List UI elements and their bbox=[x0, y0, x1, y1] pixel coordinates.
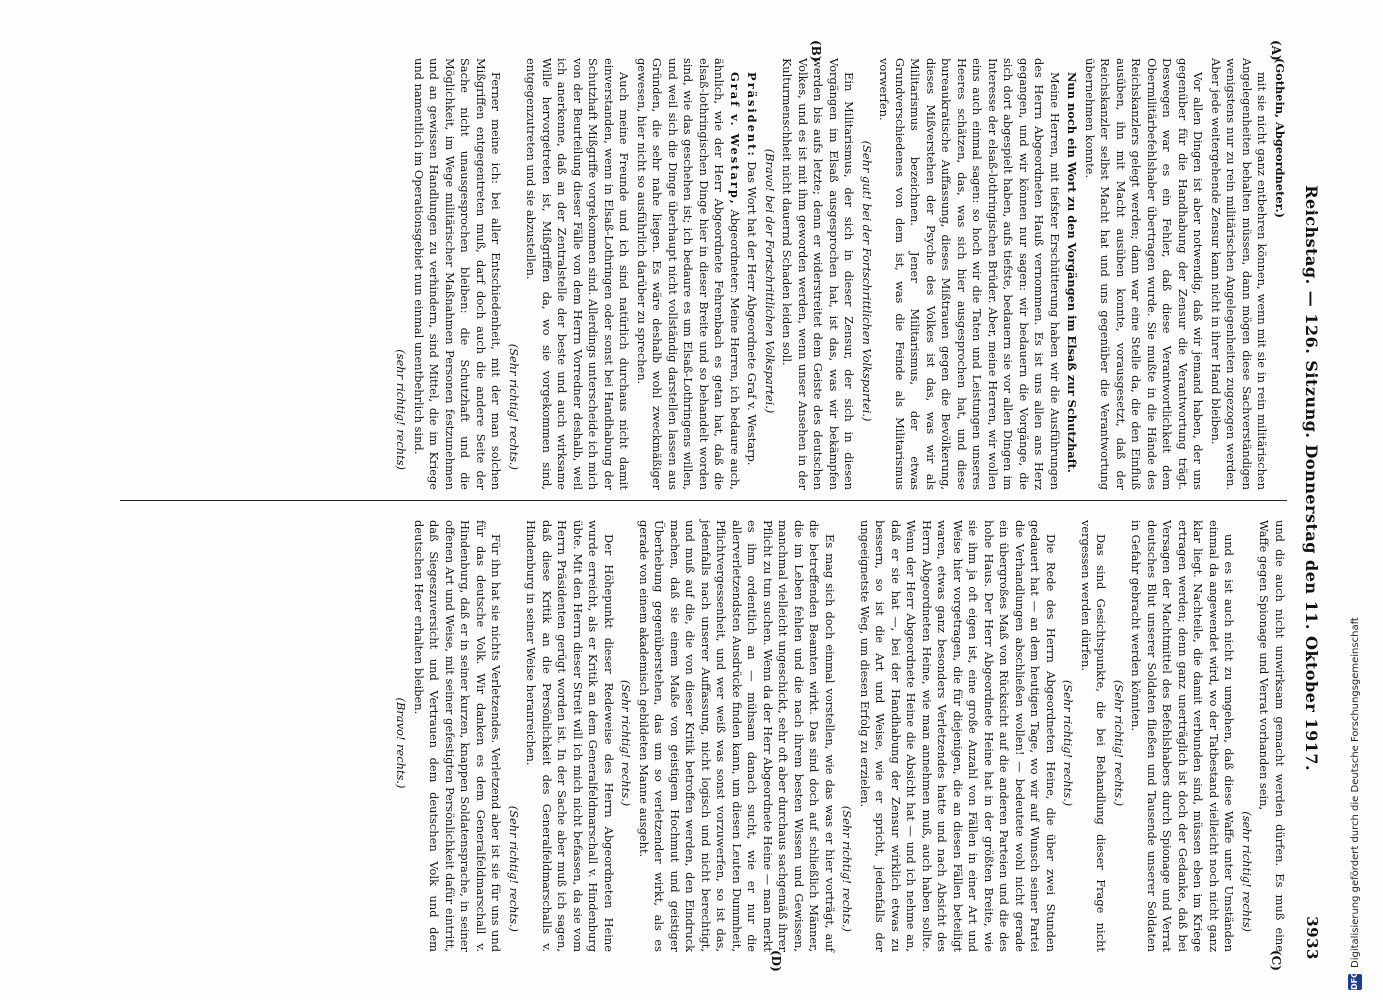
interjection: (Bravo! bei der Fortschrittlichen Volkspartei.) bbox=[763, 148, 777, 414]
margin-marker-b: (B) bbox=[809, 40, 823, 62]
page-header bbox=[1297, 40, 1327, 960]
digitization-footer bbox=[1345, 10, 1365, 990]
speaker-text: Abgeordneter: Meine Herren, ich bedaure auch, ähnlich, wie der Herr Abgeordnete Fehrenbach es getan hat, daß die elsaß-lothringischen Dinge hier in dieser Breite und so behandelt worden sind, wie das geschehen ist; ich bedaure es um Elsaß-Lothringens willen, und weil sich die Dinge überhaupt nicht vollständig darstellen lassen aus Gründen, die sehr nahe liegen. Es wäre deshalb wohl zweckmäßiger gewesen, hier nicht so ausführlich darüber zu sprechen. bbox=[635, 58, 742, 490]
interjection: (Sehr richtig! rechts.) bbox=[1061, 679, 1076, 807]
paragraph: Ein Militarismus, der sich in dieser Zensur, der sich in diesen Vorgängen im Elsaß ausgesprochen hat, ist das, was wir bekämpfen werden bis aufs letzte; denn er widerstreitet dem Geiste des deutschen Volkes, und es ist mit ihm geworden werden, wenn unser Ansehen in der Kulturmenschheit nicht dauernd Schaden leiden soll. bbox=[780, 58, 857, 490]
dfg-logo: DFG bbox=[1348, 974, 1362, 990]
interjection: (Sehr richtig! rechts.) bbox=[507, 805, 521, 932]
paragraph: Vor allen Dingen ist aber notwendig, daß wir jemand haben, der uns gegenüber für die Handhabung der Zensur die Verantwortung trägt. Deswegen war es ein Fehler, daß diese Verantwortlichkeit dem Obermilitärbefehlshaber übertragen wurde. Sie mußte in die Hände des Reichskanzlers gelegt werden; dann war eine Stelle da, die den Einfluß ausüben, ihn mit Macht ausüben konnte, vorausgesetzt, daß der Reichskanzler selbst Macht hat und uns gegenüber die Verantwortung übernehmen konnte. bbox=[1083, 58, 1206, 490]
margin-marker-c: (C) bbox=[1269, 950, 1283, 971]
paragraph: Meine Herren, mit tiefster Erschütterung haben wir die Ausführungen des Herrn Abgeordneten Hauß vernommen. Es ist uns allen ans Herz gegangen, und wir können nur sagen: wir bedauern die Vorgänge, die sich dort abgespielt haben, aufs tiefste, bedauern sie vor allen Dingen im Interesse der elsaß-lothringischen Brüder. Aber, meine Herren, wir wollen eins auch einmal sagen: so hoch wir die Taten und Leistungen unseres Heeres schätzen, das, was sich hier ausgesprochen hat, und diese bureaukratische Auffassung, dieses Mißtrauen gegen die Bevölkerung, dieses Mißverstehen der Psyche des Volkes ist das, was wir als Militarismus bezeichnen. Jener Militarismus, der etwas Grundverschiedenes von dem ist, was die Feinde als Militarismus vorwerfen. bbox=[877, 58, 1062, 490]
paragraph: Ferner meine ich: bei aller Entschiedenheit, mit der man solchen Mißgriffen entgegentreten muß, darf doch auch die andere Seite der Sache nicht unausgesprochen bleiben: die Schutzhaft und die Möglichkeit, im Wege militärischer Maßnahmen Personen festzunehmen und an gewissen Handlungen zu verhindern, sind Mittel, die im Kriege und namentlich im Operationsgebiet nun einmal unentbehrlich sind. bbox=[412, 58, 504, 490]
paragraph: und die auch nicht unwirksam gemacht werden dürfen. Es muß eine Waffe gegen Spionage und Verrat vorhanden sein, bbox=[1257, 520, 1287, 952]
interjection: (Sehr richtig! rechts.) bbox=[1112, 679, 1126, 807]
president-paragraph bbox=[744, 58, 760, 490]
paragraph: Die Rede des Herrn Abgeordneten Heine, die über zwei Stunden gedauert hat — an dem heutigen Tage, wo wir auf Wunsch seiner Partei die Verhandlungen abschließen wollen! — bedeutete wohl nicht gerade ein übergroßes Maß von Rücksicht auf die anderen Parteien und die des hohe Haus. Der Herr Abgeordnete Heine hat in der größten Breite, wie sie ihm ja oft eigen ist, eine große Anzahl von Fällen in einer Art und Weise hier vorgetragen, die für diejenigen, die an diesen Fällen beteiligt waren, etwas ganz besonders Verletzendes hatte und nach Absicht des Herrn Abgeordneten Heine, wie man annehmen muß, auch haben sollte. Wenn der Herr Abgeordnete Heine die Absicht hat — und ich nehme an, daß er sie hat —, bei der Handhabung der Zensur wirklich etwas zu bessern, so ist die Art und Weise, wie er spricht, jedenfalls der ungeeignetste Weg, um diesen Erfolg zu erzielen. bbox=[858, 520, 1058, 952]
page-number: 3933 bbox=[1303, 916, 1321, 960]
paragraph: Nun noch ein Wort zu den Vorgängen im Elsaß zur Schutzhaft. bbox=[1065, 72, 1080, 473]
paragraph: mit sie nicht ganz entbehren können, wenn mit sie in rein militärischen Angelegenheiten behalten müssen, dann mögen diese Sachverständigen wenigstens nur zu rein militärischen Angelegenheiten zugezogen werden. Aber jede weitergehende Zensur kann nicht in ihrer Hand bleiben. bbox=[1209, 58, 1270, 490]
speaker-paragraph bbox=[634, 58, 743, 490]
page-title: Reichstag. — 126. Sitzung. Donnerstag den 11. Oktober 1917. bbox=[1302, 185, 1322, 772]
interjection: (Sehr gut! bei der Fortschrittlichen Volkspartei.) bbox=[860, 140, 874, 422]
footer-text: Digitalisierung gefördert durch die Deutsche Forschungsgemeinschaft bbox=[1349, 617, 1361, 968]
paragraph: Auch meine Freunde und ich sind natürlich durchaus nicht damit einverstanden, wenn in Elsaß-Lothringen oder sonst bei Handhabung der Schutzhaft Mißgriffe vorgekommen sind. Allerdings unterscheide ich mich von der Beurteilung dieser Fälle von dem Herrn Vorredner deshalb, weil ich anerkenne, daß an der Zentralstelle der beste und auch wirksame Wille hervorgetreten ist, Mißgriffen da, wo sie vorgekommen sind, entgegenzutreten und sie abzustellen. bbox=[524, 58, 632, 490]
president-text: Das Wort hat der Herr Abgeordnete Graf v. Westarp. bbox=[745, 161, 760, 466]
speaker-label: (Gothein, Abgeordneter.) bbox=[1273, 58, 1287, 218]
speaker-name: Graf v. Westarp, bbox=[728, 72, 742, 206]
interjection: (sehr richtig! rechts) bbox=[1240, 811, 1254, 932]
interjection: (Bravo! rechts.) bbox=[394, 697, 409, 789]
paragraph: Der Höhepunkt dieser Redeweise des Herrn Abgeordneten Heine wurde erreicht, als er Kritik an dem Generalfeldmarschall v. Hindenburg übte. Mit den Herrn dieser Streit will ich mich nicht befassen, da sie vom Herrn Präsidenten gerügt worden ist. In der Sache aber muß ich sagen, daß diese Kritik an die Persönlichkeit des Generalfeldmarschalls v. Hindenburg in seiner Weise heranreichen. bbox=[524, 520, 616, 952]
paragraph: Das sind Gesichtspunkte, die bei Behandlung dieser Frage nicht vergessen werden dürfen. bbox=[1079, 520, 1109, 952]
margin-marker-a: (A) bbox=[1269, 40, 1283, 61]
interjection: (Sehr richtig! rechts.) bbox=[840, 805, 855, 932]
margin-marker-d: (D) bbox=[769, 950, 783, 972]
column-divider bbox=[120, 500, 1287, 501]
paragraph: Es mag sich doch einmal vorstellen, wie das was er hier vorträgt, auf die betreffenden Beamten wirkt. Das sind doch auf schließlich Männer, die im Leben fehlen und die nach ihrem besten Wissen und Gewissen, manchmal vielleicht ungeschickt, sehr oft aber durchaus sachgemäß ihrer Pflicht zu tun suchen. Wenn da der Herr Abgeordnete Heine — man merkt es ihm ordentlich an — mühsam danach sucht, wie er nur die allerverletzendsten Ausdrücke finden kann, um diesen Leuten Dummheit, Pflichtvergessenheit, und wer weiß was sonst vorzuwerfen, so ist das, jedenfalls nach unserer Auffassung, nicht logisch und nicht berechtigt, und muß auf die, die von dieser Kritik betroffen werden, den Eindruck machen, daß sie einem Maße von geistigem Hochmut und geistiger Überhebung gegenüberstehen, das um so verletzender wirkt, als es gerade von einem akademisch gebildeten Manne ausgeht. bbox=[637, 520, 837, 952]
interjection: (Sehr richtig! rechts.) bbox=[507, 343, 521, 470]
interjection: (sehr richtig! rechts) bbox=[394, 349, 409, 470]
president-label: Präsident: bbox=[745, 72, 760, 158]
paragraph: und es ist auch nicht zu umgehen, daß diese Waffe unter Umständen einmal da angewendet wird, wo der Tatbestand vielleicht noch nicht ganz klar liegt. Nachteile, die damit verbunden sind, müssen eben im Kriege ertragen werden; denn ganz unerträglich ist doch der Gedanke, daß bei Versagen der Machtmittel des Befehlshabers durch Spionage und Verrat deutsches Blut unserer Soldaten fließen und Tausende unserer Soldaten in Gefahr gebracht werden könnten. bbox=[1129, 520, 1237, 952]
left-column bbox=[120, 58, 1287, 490]
paragraph: Für ihn hat sie nichts Verletzendes. Verletzend aber ist sie für uns und für das deutsche Volk. Wir danken es dem Generalfeldmarschall v. Hindenburg, daß er in seiner kurzen, knappen Soldatensprache, in seiner offenen Art und Weise, mit seiner gefestigten Persönlichkeit dafür eintritt, daß Siegeszuversicht und Vertrauen dem deutschen Volk und dem deutschen Heer erhalten bleiben. bbox=[412, 520, 504, 952]
right-column bbox=[120, 520, 1287, 952]
interjection: (Sehr richtig! rechts.) bbox=[619, 679, 634, 807]
